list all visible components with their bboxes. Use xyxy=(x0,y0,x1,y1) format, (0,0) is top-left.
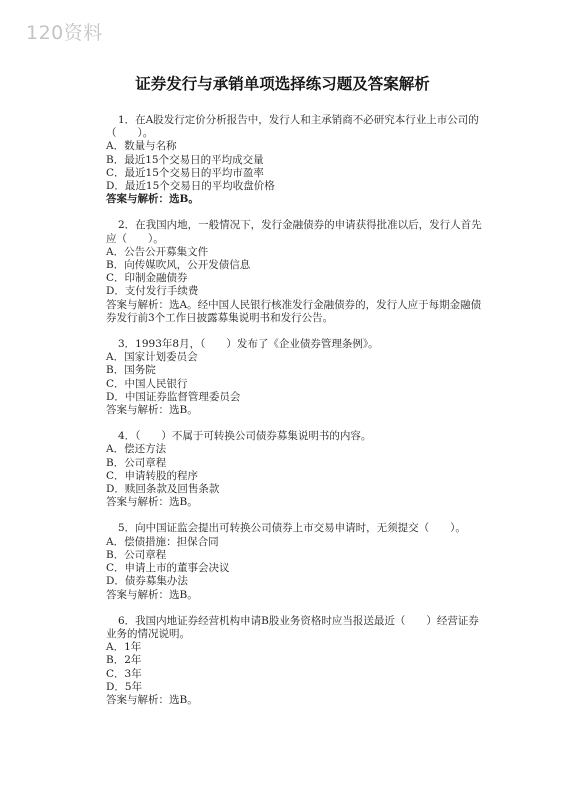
option-b: B．向传媒吹风，公开发债信息 xyxy=(106,259,251,272)
option-a: A．1年 xyxy=(106,641,142,654)
option-b: B．公司章程 xyxy=(106,456,167,469)
option-c: C．3年 xyxy=(106,667,142,680)
option-b: B．国务院 xyxy=(106,364,156,377)
option-d: D．5年 xyxy=(106,680,143,693)
answer-explanation: 答案与解析：选B。 xyxy=(106,496,198,509)
option-c: C．申请转股的程序 xyxy=(106,469,199,482)
option-d: D．赎回条款及回售条款 xyxy=(106,483,220,496)
question-item xyxy=(106,430,486,509)
question-stem: 2．在我国内地，一般情况下，发行金融债券的申请获得批准以后，发行人首先应（ ）。 xyxy=(106,219,482,245)
option-c: C．印制金融债券 xyxy=(106,272,188,285)
answer-explanation: 答案与解析：选B。 xyxy=(106,693,198,706)
question-item xyxy=(106,338,486,417)
question-stem: 5．向中国证监会提出可转换公司债券上市交易申请时，无须提交（ ）。 xyxy=(118,522,466,535)
question-stem: 1．在A股发行定价分析报告中，发行人和主承销商不必研究本行业上市公司的（ ）。 xyxy=(106,114,479,140)
watermark-text: 120资料 xyxy=(26,22,103,44)
option-a: A．偿还方法 xyxy=(106,443,167,456)
question-list xyxy=(106,114,486,720)
option-d: D．债券募集办法 xyxy=(106,575,188,588)
question-item xyxy=(106,522,486,601)
option-b: B．最近15个交易日的平均成交量 xyxy=(106,153,264,166)
question-item xyxy=(106,114,486,206)
option-d: D．中国证券监督管理委员会 xyxy=(106,390,241,403)
option-a: A．偿债措施：担保合同 xyxy=(106,535,219,548)
option-a: A．国家计划委员会 xyxy=(106,351,198,364)
option-c: C．中国人民银行 xyxy=(106,377,188,390)
option-a: A．数量与名称 xyxy=(106,140,177,153)
page-title: 证券发行与承销单项选择练习题及答案解析 xyxy=(135,75,430,93)
question-stem: 3．1993年8月，（ ）发布了《企业债券管理条例》。 xyxy=(118,338,379,351)
option-a: A．公告公开募集文件 xyxy=(106,245,209,258)
answer-explanation: 答案与解析：选A。经中国人民银行核准发行金融债券的，发行人应于每期金融债券发行前3个工作日披露募集说明书和发行公告。 xyxy=(106,298,482,324)
option-d: D．最近15个交易日的平均收盘价格 xyxy=(106,180,275,193)
option-b: B．2年 xyxy=(106,654,142,667)
question-item xyxy=(106,219,486,325)
answer-explanation: 答案与解析：选B。 xyxy=(106,404,198,417)
answer-explanation: 答案与解析：选B。 xyxy=(106,193,199,206)
answer-explanation: 答案与解析：选B。 xyxy=(106,588,198,601)
question-stem: 6．我国内地证券经营机构申请B股业务资格时应当报送最近（ ）经营证券业务的情况说明。 xyxy=(106,614,479,640)
question-item xyxy=(106,615,486,707)
option-c: C．最近15个交易日的平均市盈率 xyxy=(106,166,264,179)
question-stem: 4．（ ）不属于可转换公司债券募集说明书的内容。 xyxy=(118,430,372,443)
option-b: B．公司章程 xyxy=(106,548,167,561)
option-d: D．支付发行手续费 xyxy=(106,285,199,298)
option-c: C．申请上市的董事会决议 xyxy=(106,562,230,575)
